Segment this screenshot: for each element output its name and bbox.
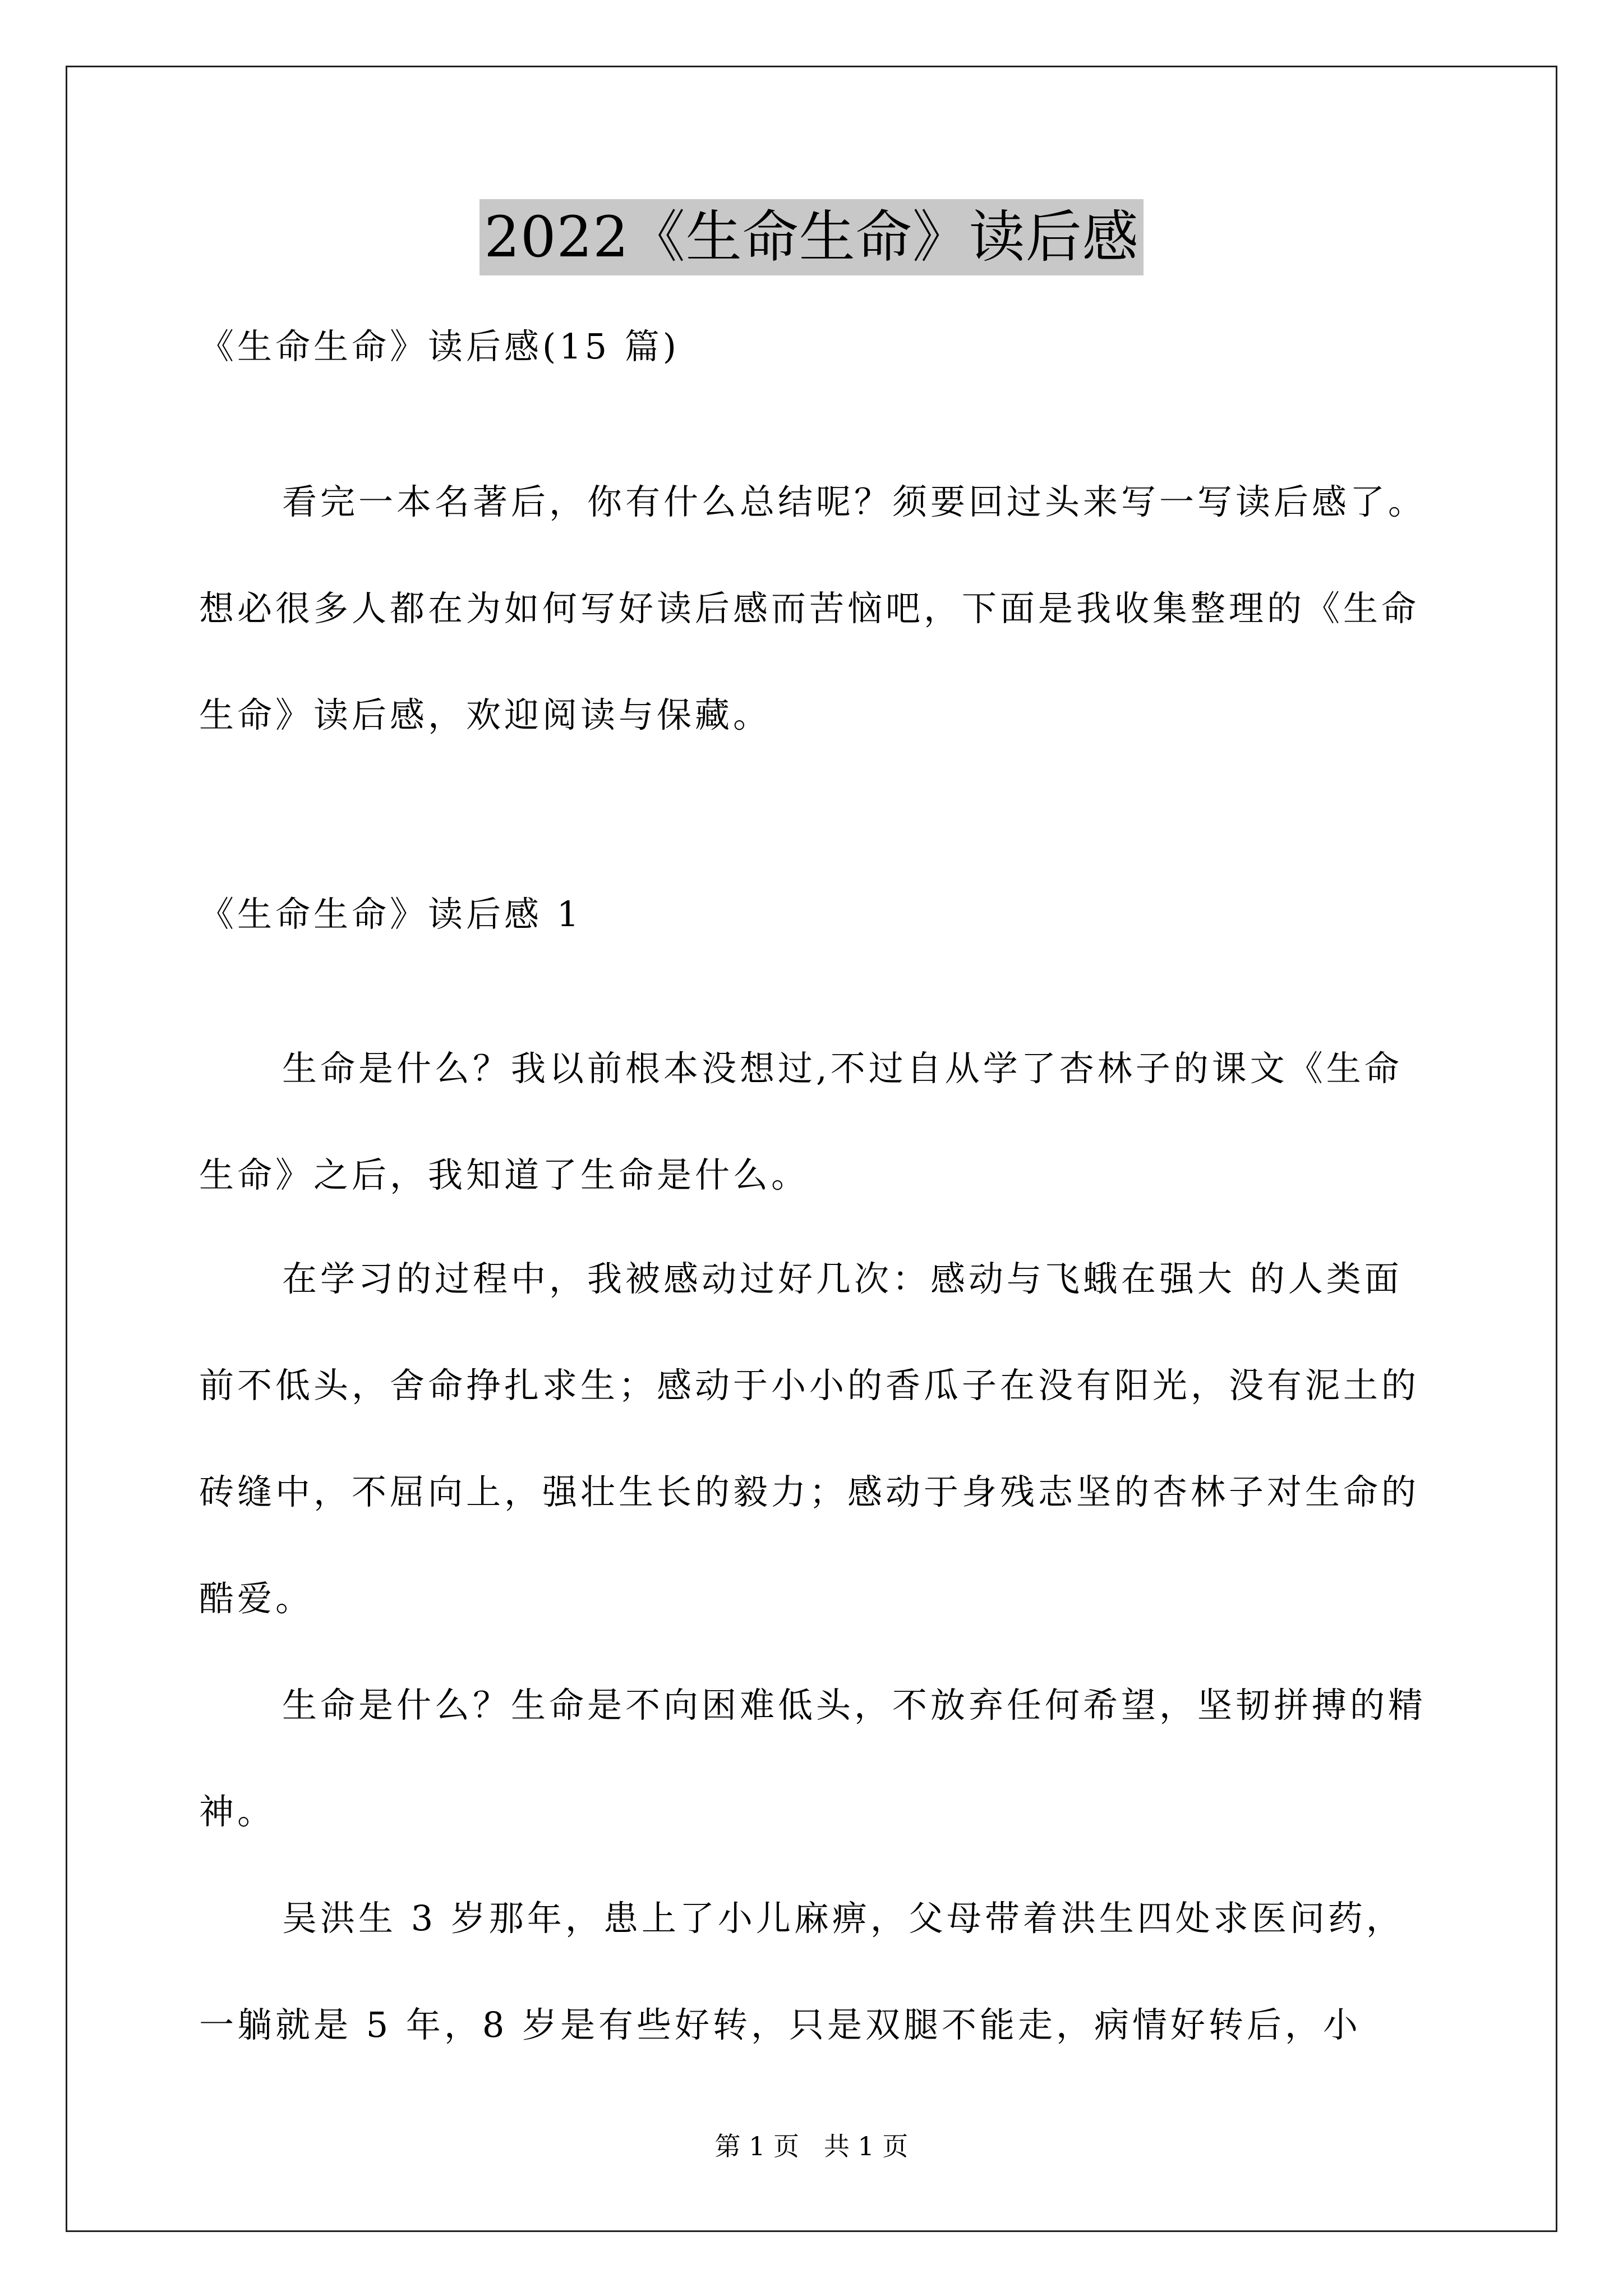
title-container: [0, 199, 1623, 275]
paragraph-3: 生命是什么？生命是不向困难低头，不放弃任何希望，坚韧拼搏的精神。: [199, 1685, 1427, 1832]
paragraph-2: 在学习的过程中，我被感动过好几次：感动与飞蛾在强大 的人类面前不低头，舍命挣扎求生；感动于小小的香瓜子在没有阳光，没有泥土的砖缝中，不屈向上，强壮生长的毅力；感动于身残志坚的杏林子对生命的酷爱。: [199, 1258, 1420, 1619]
paragraph-4: 吴洪生 3 岁那年，患上了小儿麻痹，父母带着洪生四处求医问药，一躺就是 5 年，8 岁是有些好转，只是双腿不能走，病情好转后，小: [199, 1898, 1404, 2045]
section-heading: 《生命生命》读后感 1: [199, 894, 583, 935]
intro-paragraph: 看完一本名著后，你有什么总结呢？须要回过头来写一写读后感了。想必很多人都在为如何写好读后感而苦恼吧，下面是我收集整理的《生命生命》读后感，欢迎阅读与保藏。: [199, 481, 1427, 735]
page-footer: 第 1 页 共 1 页: [714, 2131, 909, 2161]
document-subtitle: 《生命生命》读后感(15 篇): [199, 326, 680, 367]
paragraph-1: 生命是什么？我以前根本没想过,不过自从学了杏林子的课文《生命生命》之后，我知道了生命是什么。: [199, 1048, 1403, 1195]
document-title: 2022《生命生命》读后感: [479, 199, 1144, 275]
